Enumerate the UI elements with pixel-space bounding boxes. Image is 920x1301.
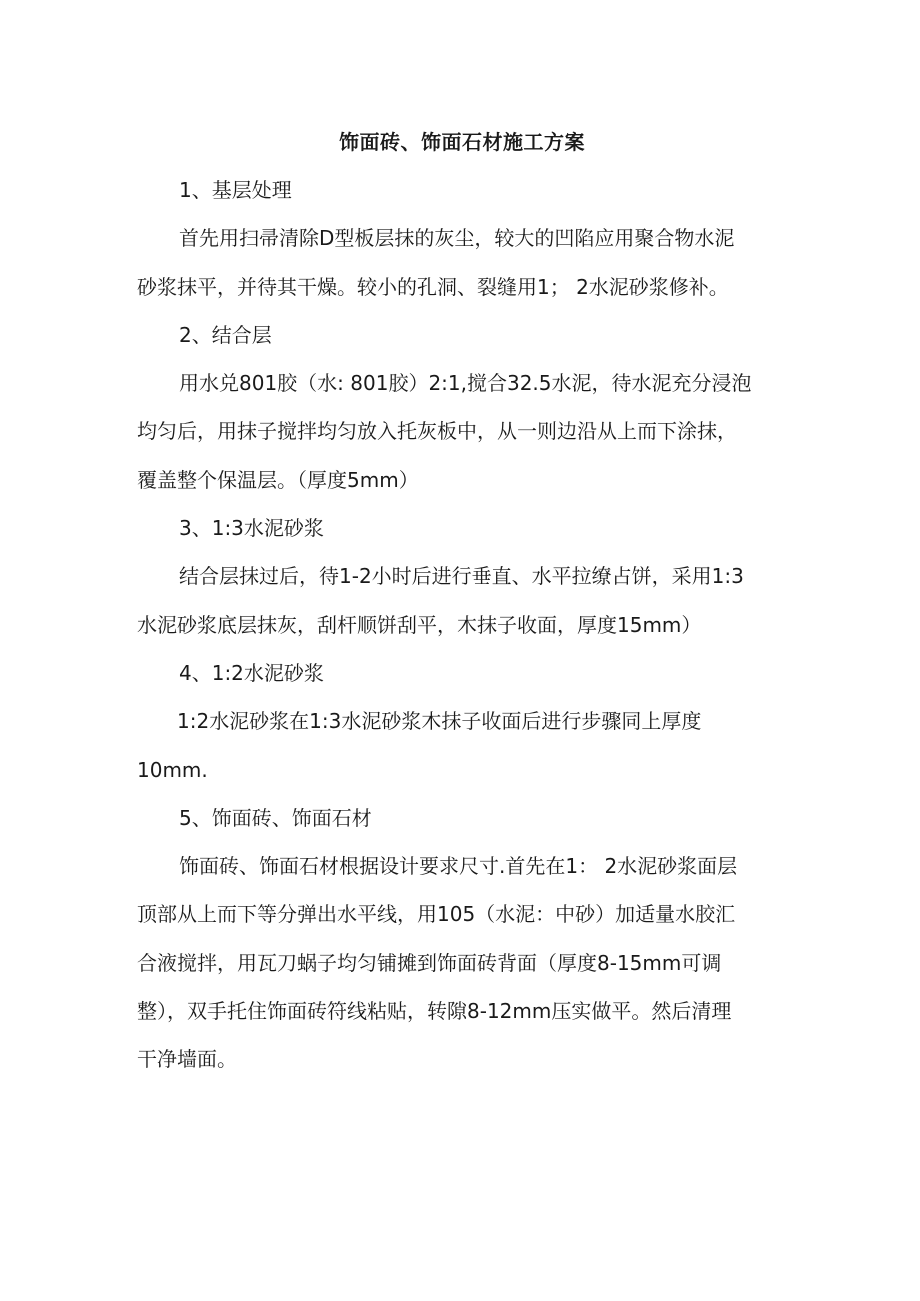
paragraph-line: 用水兑801胶（水: 801胶）2:1,搅合32.5水泥，待水泥充分浸泡 [179,371,752,396]
paragraph-line: 1:2水泥砂浆在1:3水泥砂浆木抹子收面后进行步骤同上厚度 [177,709,702,734]
paragraph-line: 合液搅拌，用瓦刀蜗子均匀铺摊到饰面砖背面（厚度8-15mm可调 [137,950,722,975]
paragraph-line: 覆盖整个保温层。（厚度5mm） [137,467,419,492]
paragraph-line: 10mm. [137,757,208,782]
paragraph-line: 砂浆抹平，并待其干燥。较小的孔洞、裂缝用1； 2水泥砂浆修补。 [137,274,729,299]
paragraph-line: 均匀后，用抹子搅拌均匀放入托灰板中，从一则边沿从上而下涂抹， [137,419,737,444]
section-heading-2: 2、结合层 [179,322,272,347]
section-heading-5: 5、饰面砖、饰面石材 [179,805,372,830]
section-heading-4: 4、1:2水泥砂浆 [179,660,324,685]
paragraph-line: 水泥砂浆底层抹灰，刮杆顺饼刮平，木抹子收面，厚度15mm） [137,612,702,637]
section-heading-3: 3、1:3水泥砂浆 [179,516,324,541]
paragraph-line: 顶部从上而下等分弹出水平线，用105（水泥：中砂）加适量水胶汇 [137,902,736,927]
paragraph-line: 饰面砖、饰面石材根据设计要求尺寸.首先在1： 2水泥砂浆面层 [179,854,738,879]
paragraph-line: 首先用扫帚清除D型板层抹的灰尘，较大的凹陷应用聚合物水泥 [179,226,735,251]
paragraph-line: 整），双手托住饰面砖符线粘贴，转隙8-12mm压实做平。然后清理 [137,999,732,1024]
paragraph-line: 结合层抹过后，待1-2小时后进行垂直、水平拉缭占饼，采用1:3 [179,564,744,589]
document-title: 饰面砖、饰面石材施工方案 [339,130,585,154]
document-page [137,118,787,1084]
section-heading-1: 1、基层处理 [179,178,292,202]
paragraph-line: 干净墙面。 [137,1047,237,1072]
